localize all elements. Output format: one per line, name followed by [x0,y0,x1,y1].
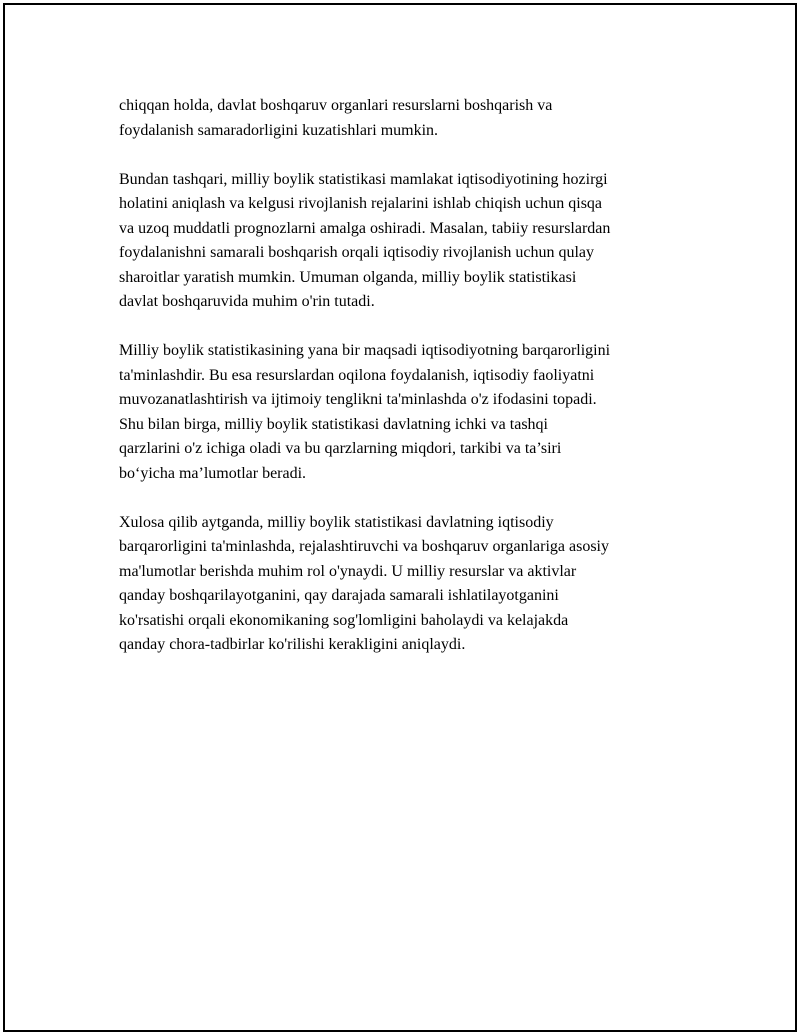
text-line: sharoitlar yaratish mumkin. Umuman olganda, milliy boylik statistikasi [119,268,577,286]
document-page [3,3,797,1032]
text-line: barqarorligini ta'minlashda, rejalashtiruvchi va boshqaruv organlariga asosiy [119,538,609,555]
text-line: ta'minlashdir. Bu esa resurslardan oqilona foydalanish, iqtisodiy faoliyatni [119,366,595,384]
paragraph-2 [119,168,694,315]
text-line: muvozanatlashtirish va ijtimoiy tenglikni ta'minlashda o'z ifodasini topadi. [119,391,597,408]
paragraph-4 [119,511,694,658]
text-line: chiqqan holda, davlat boshqaruv organlari resurslarni boshqarish va [119,97,553,114]
paragraph-1 [119,94,694,143]
text-line: va uzoq muddatli prognozlarni amalga oshiradi. Masalan, tabiiy resurslardan [119,219,611,237]
text-line: bo‘yicha ma’lumotlar beradi. [119,464,307,482]
document-body [119,94,694,682]
text-line: qanday boshqarilayotganini, qay darajada samarali ishlatilayotganini [119,587,559,604]
text-line: Xulosa qilib aytganda, milliy boylik statistikasi davlatning iqtisodiy [119,513,554,531]
text-line: foydalanishni samarali boshqarish orqali iqtisodiy rivojlanish uchun qulay [119,244,595,261]
text-line: Milliy boylik statistikasining yana bir maqsadi iqtisodiyotning barqarorligini [119,342,611,359]
text-line: ma'lumotlar berishda muhim rol o'ynaydi. U milliy resurslar va aktivlar [119,562,577,580]
text-line: qanday chora-tadbirlar ko'rilishi kerakligini aniqlaydi. [119,636,466,653]
text-line: ko'rsatishi orqali ekonomikaning sog'lomligini baholaydi va kelajakda [119,611,569,629]
text-line: foydalanish samaradorligini kuzatishlari mumkin. [119,121,439,139]
paragraph-3 [119,339,694,486]
text-line: qarzlarini o'z ichiga oladi va bu qarzlarning miqdori, tarkibi va ta’siri [119,440,562,457]
text-line: holatini aniqlash va kelgusi rivojlanish rejalarini ishlab chiqish uchun qisqa [119,195,603,212]
text-line: Shu bilan birga, milliy boylik statistikasi davlatning ichki va tashqi [119,415,548,433]
text-line: davlat boshqaruvida muhim o'rin tutadi. [119,293,375,310]
text-line: Bundan tashqari, milliy boylik statistikasi mamlakat iqtisodiyotining hozirgi [119,170,608,188]
